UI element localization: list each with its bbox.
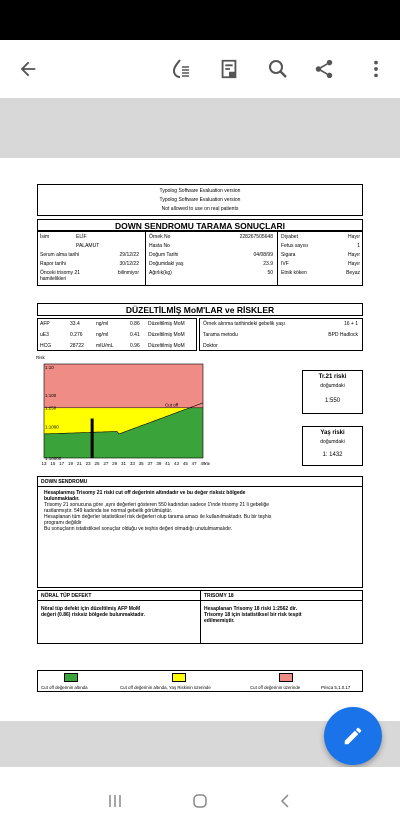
eval-line-1: Typolog Software Evaluation version [159,188,241,194]
legend-yellow-label: Cut off değerinin altında, Yaş Riskinin üzerinde [120,685,211,690]
t18-panel [200,591,362,643]
patient-no-label: Hasta No [149,243,170,249]
chart-x-tick-label: 43 [173,461,180,466]
comment-bold-1: Hesaplanmış Trisomy 21 riski cut off değerinin altındadır ve bu değer risksiz bölgede [44,490,246,496]
chart-x-tick-label: 47 [191,461,197,466]
risk-chart-svg [35,354,210,472]
marker-ue3-name: uE3 [40,332,49,338]
weight-label: Ağırlık(kg) [149,270,172,276]
ntd-header [38,591,200,601]
method-value: BPD Hadlock [328,332,358,338]
chart-red-zone [44,364,203,408]
chart-cutoff-label: Cut off [165,402,179,408]
diabetes-label: Diyabet [281,234,298,240]
chart-y-tick-label: 1:1000 [45,424,59,430]
marker-hcg-name: HCG [40,343,52,349]
ntd-panel [38,591,200,643]
ethnicity: Beyaz [346,270,360,276]
search-icon[interactable] [264,55,292,83]
marker-afp-name: AFP [40,321,50,327]
comment-line-2: rastlanmıştır. 549 kadında ise normal gebelik görülmüştür. [44,508,173,514]
chart-x-tick-label: 29 [112,461,118,466]
ivf: Hayır [348,261,360,267]
ga-label: Örnek alınma tarihindeki gebelik yaşı [203,321,285,327]
chart-x-tick-label: 23 [85,461,91,466]
chart-x-tick-label: 13 [41,461,47,466]
comment-line-1: Trisomy 21 sonucuna göre ,aynı değerleri gösteren 550 kadından sadece 1'inde trisomy 21 li gebeliğe [44,502,270,508]
chart-x-tick-label: 15 [50,461,56,466]
reading-mode-icon[interactable] [166,55,194,83]
smoking-label: Sigara [281,252,296,258]
eval-line-2: Typolog Software Evaluation version [159,197,241,203]
comment-bold-2: bulunmaktadır. [44,496,80,502]
gestational-info [199,318,363,351]
ntd-title: NÖRAL TÜP DEFEKT [41,593,92,599]
legend-yellow-swatch [172,673,186,682]
marker-afp-value: 33.4 [70,321,80,327]
ntd-text-1: Nöral tüp defekt için düzeltilmiş AFP MoM [41,606,141,612]
chart-x-tick-label: 35 [138,461,144,466]
tr21-risk-title: Tr.21 riski [318,374,347,380]
age-risk-value: 1: 1432 [322,452,343,458]
marker-ue3-unit: ng/ml [96,332,109,338]
chart-x-tick-label: 19 [67,461,74,466]
method-label: Tarama metodu [203,332,238,338]
previous-t21: bilinmiyor [117,270,139,276]
system-nav-bar [0,767,400,831]
age-risk-sub: doğumdaki [320,439,345,445]
eval-line-3: Not allowed to use on real patients [161,206,239,212]
chart-x-tick-label: 25 [94,461,100,466]
ethnicity-label: Etnik köken [281,270,307,276]
marker-hcg-mom-label: Düzeltilmiş MoM [148,343,185,349]
age-risk-box [302,426,363,466]
edit-fab-button[interactable] [324,707,382,765]
patient-name-label: İsim [40,234,50,240]
patient-surname: PALAMUT [76,243,100,249]
chart-y-tick-label: 1:10 [45,365,54,370]
chart-y-tick-label: 1:100 [45,393,57,399]
tr21-risk-box [302,370,363,414]
serum-date-label: Serum alma tarihi [40,252,80,258]
back-arrow-icon[interactable] [14,55,42,83]
chart-y-tick-label: 1:10000 [45,455,62,461]
report-title-box [37,219,363,231]
t18-text-1: Hesaplanan Trisomy 18 riski 1:2562 dir. [204,606,298,612]
markers-table [37,318,197,351]
patient-column [38,232,143,285]
section2-title: DÜZELTİLMİŞ MoM'LAR ve RİSKLER [125,305,275,315]
diabetes: Hayır [348,234,360,240]
legend-red-swatch [279,673,293,682]
sample-no: 228267505648 [239,234,273,240]
chart-y-axis-label: Risk [36,355,45,360]
chart-x-tick-label: 27 [103,461,109,466]
marker-hcg-mom: 0.96 [130,343,140,349]
serum-date: 29/12/22 [119,252,139,258]
chart-x-tick-label: 31 [120,461,127,466]
chart-x-tick-label: 33 [129,461,135,466]
legend-green-swatch [64,673,78,682]
marker-hcg-unit: mIU/mL [96,343,114,349]
document-icon[interactable] [215,55,243,83]
birth-date: 04/08/99 [253,252,273,258]
chart-x-tick-label: 21 [76,461,82,466]
doctor-label: Doktor [203,343,218,349]
comment-header [38,477,362,487]
report-date: 30/12/22 [119,261,139,267]
ivf-label: IVF [281,261,289,267]
pencil-icon [342,725,364,747]
previous-t21-label: Önceki trisomy 21 hamilelikleri [40,270,81,282]
fetus-count-label: Fetus sayısı [281,243,308,249]
share-icon[interactable] [310,55,338,83]
chart-x-tick-label: 49 [200,461,206,466]
report-title: DOWN SENDROMU TARAMA SONUÇLARI [115,221,285,231]
chart-x-axis-label: Ya [204,461,210,466]
chart-x-tick-label: 45 [182,461,188,466]
marker-afp-mom: 0.86 [130,321,140,327]
chart-y-tick-label: 1:250 [45,405,57,411]
tr21-risk-value: 1:550 [324,398,340,404]
home-icon[interactable] [192,793,208,814]
evaluation-notice [37,184,363,216]
t18-text-3: edilmemiştir. [204,618,235,624]
comment-title: DOWN SENDROMU [41,479,88,485]
status-bar [0,0,400,40]
fetus-count: 1 [357,243,360,249]
marker-afp-mom-label: Düzeltilmiş MoM [148,321,185,327]
t18-header [201,591,362,601]
more-vert-icon[interactable] [362,55,390,83]
section2-title-box [37,303,363,316]
risk-chart [35,354,210,472]
software-version: Prisca 5.1.0.17 [321,685,351,690]
marker-hcg-value: 28722 [70,343,84,349]
risk-factor-column [277,232,362,285]
patient-info-box [37,231,363,286]
t18-title: TRISOMY 18 [204,593,234,599]
marker-ue3-mom: 0.41 [130,332,140,338]
marker-ue3-value: 0.276 [70,332,83,338]
chart-x-tick-label: 17 [59,461,65,466]
report-date-label: Rapor tarihi [40,261,66,267]
legend [37,670,363,692]
chart-x-tick-label: 37 [147,461,153,466]
back-icon[interactable] [280,794,290,813]
down-syndrome-comment [37,476,363,588]
chart-patient-marker [91,419,94,458]
legend-green-label: Cut off değerinin altında [41,685,88,690]
tr21-risk-sub: doğumdaki [320,383,345,389]
marker-ue3-mom-label: Düzeltilmiş MoM [148,332,185,338]
app-toolbar [0,40,400,98]
recent-apps-icon[interactable] [108,794,124,813]
chart-x-tick-label: 41 [165,461,171,466]
weight: 50 [267,270,273,276]
age-at-delivery: 23.9 [263,261,273,267]
age-risk-title: Yaş riski [320,430,345,436]
comment-line-4: programı değildir [44,520,82,526]
document-page[interactable] [0,158,400,721]
comment-line-5: Bu sonuçların istatistiksel sonuçlar olduğu ve teşhis değeri olmadığı unutulmamalıdır. [44,526,233,532]
patient-name: ELİF [76,234,87,240]
ntd-t18-box [37,590,363,644]
sample-no-label: Örnek No [149,234,171,240]
ga-value: 16 + 1 [343,321,358,327]
birth-date-label: Doğum Tarihi [149,252,179,258]
sample-column [145,232,275,285]
comment-line-3: Hesaplanan tüm değerler istatistiksel risk değerleri olup tarama amacı ile kullanılmaktadır. Bu bir teşhis [44,514,272,520]
marker-afp-unit: ng/ml [96,321,109,327]
smoking: Hayır [348,252,360,258]
ntd-text-2: değeri (0.86) risksiz bölgede bulunmaktadır. [41,612,145,618]
age-at-delivery-label: Doğumdaki yaş [149,261,184,267]
chart-x-tick-label: 39 [156,461,162,466]
legend-red-label: Cut off değerinin üzerinde [250,685,301,690]
t18-text-2: Trisomy 18 için istatistiksel bir risk tespit [204,612,302,618]
